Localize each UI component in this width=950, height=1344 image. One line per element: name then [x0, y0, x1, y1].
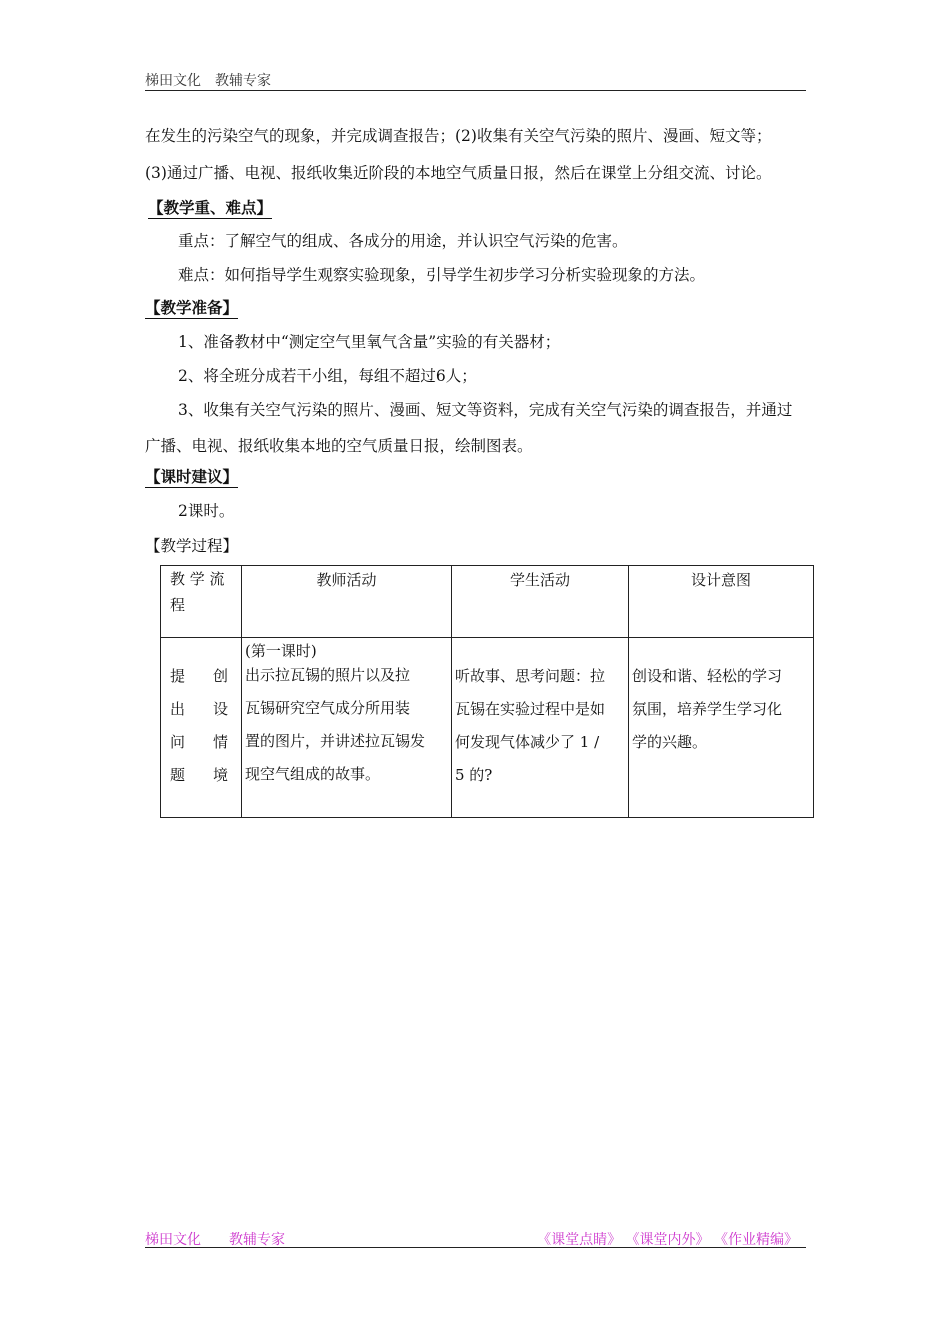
footer-slogan: 教辅专家 — [229, 1232, 285, 1248]
page-header — [145, 70, 806, 91]
flow-char: 情 — [213, 733, 229, 751]
row-student-activity — [452, 638, 629, 818]
student-line: 听故事、思考问题：拉 — [455, 667, 606, 685]
prep-item-3a: 3、收集有关空气污染的照片、漫画、短文等资料，完成有关空气污染的调查报告，并通过 — [178, 401, 793, 419]
header-intent: 设计意图 — [629, 566, 814, 638]
flow-char: 设 — [213, 700, 229, 718]
intent-line: 氛围，培养学生学习化 — [632, 700, 783, 718]
row-teacher-activity — [242, 638, 452, 818]
row-flow — [161, 638, 242, 818]
body-line-1: 在发生的污染空气的现象，并完成调查报告；(2)收集有关空气污染的照片、漫画、短文等； — [145, 127, 772, 145]
header-flow-text-1: 教 学 流 — [170, 570, 225, 588]
flow-char: 出 — [170, 700, 186, 718]
intent-line: 学的兴趣。 — [632, 733, 708, 751]
footer-links: 《课堂点睛》 《课堂内外》 《作业精编》 — [537, 1232, 798, 1248]
intent-line: 创设和谐、轻松的学习 — [632, 667, 783, 685]
flow-char: 题 — [170, 766, 186, 784]
prep-heading: 【教学准备】 — [145, 298, 239, 317]
body-line-2: (3)通过广播、电视、报纸收集近阶段的本地空气质量日报，然后在课堂上分组交流、讨论。 — [145, 164, 772, 182]
process-heading: 【教学过程】 — [145, 537, 239, 555]
header-brand: 梯田文化 — [145, 73, 201, 89]
key-point: 重点：了解空气的组成、各成分的用途，并认识空气污染的危害。 — [178, 232, 628, 250]
prep-item-3b: 广播、电视、报纸收集本地的空气质量日报，绘制图表。 — [145, 437, 533, 455]
header-flow — [161, 566, 242, 638]
teacher-line: 瓦锡研究空气成分所用装 — [245, 699, 411, 717]
page-footer — [145, 1229, 806, 1248]
header-flow-text-2: 程 — [170, 596, 186, 614]
header-student: 学生活动 — [452, 566, 629, 638]
footer-brand: 梯田文化 — [145, 1232, 201, 1248]
flow-char: 创 — [213, 667, 229, 685]
hours-value: 2课时。 — [178, 502, 235, 520]
table-header-row — [161, 566, 814, 638]
prep-item-2: 2、将全班分成若干小组，每组不超过6人； — [178, 367, 477, 385]
process-table — [160, 565, 814, 818]
teacher-line: 现空气组成的故事。 — [245, 765, 381, 783]
flow-char: 提 — [170, 667, 186, 685]
row-design-intent — [629, 638, 814, 818]
difficult-point: 难点：如何指导学生观察实验现象，引导学生初步学习分析实验现象的方法。 — [178, 266, 706, 284]
header-teacher: 教师活动 — [242, 566, 452, 638]
teacher-line: 置的图片，并讲述拉瓦锡发 — [245, 732, 426, 750]
teacher-line: 出示拉瓦锡的照片以及拉 — [245, 666, 411, 684]
key-heading: 【教学重、难点】 — [148, 198, 273, 217]
prep-item-1: 1、准备教材中“测定空气里氧气含量”实验的有关器材； — [178, 333, 561, 351]
hours-heading: 【课时建议】 — [145, 467, 239, 486]
header-slogan: 教辅专家 — [215, 73, 271, 89]
flow-char: 问 — [170, 733, 186, 751]
student-line: 瓦锡在实验过程中是如 — [455, 700, 606, 718]
footer-left — [145, 1229, 285, 1249]
teacher-line: (第一课时) — [245, 642, 317, 660]
flow-char: 境 — [213, 766, 229, 784]
table-row — [161, 638, 814, 818]
student-line: 5 的? — [455, 766, 493, 784]
student-line: 何发现气体减少了 1 / — [455, 733, 600, 751]
